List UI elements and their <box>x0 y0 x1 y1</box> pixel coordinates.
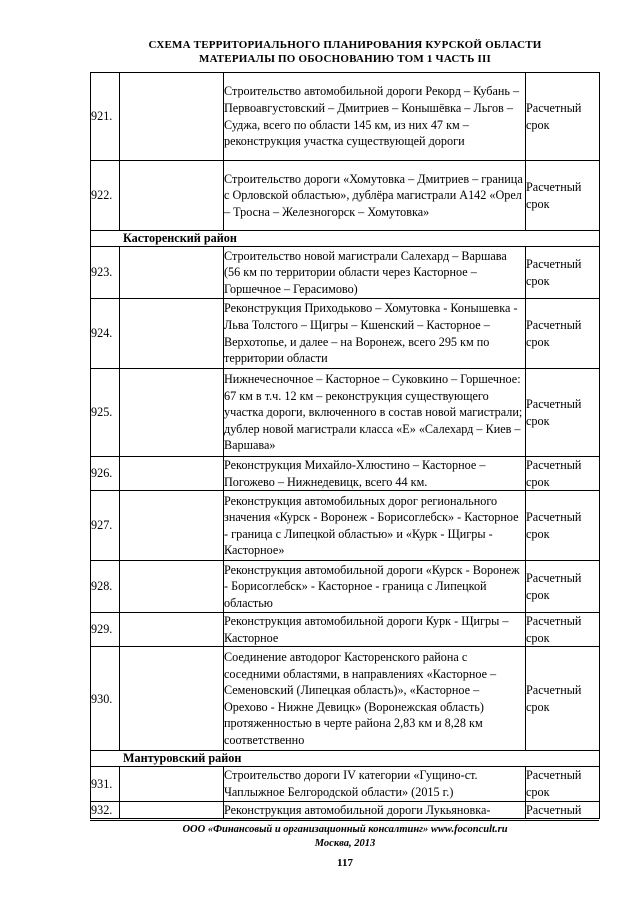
row-number: 926. <box>91 457 120 491</box>
page-number: 117 <box>337 857 353 869</box>
row-number: 929. <box>91 613 120 647</box>
row-term: Расчетный срок <box>526 767 600 801</box>
row-number: 931. <box>91 767 120 801</box>
row-number: 927. <box>91 491 120 561</box>
row-description: Реконструкция автомобильной дороги Курк - Щигры – Касторное <box>224 613 526 647</box>
row-description: Строительство дороги «Хомутовка – Дмитриев – граница с Орловской областью», дублёра магистрали А142 «Орел – Тросна – Железногорск – Хомутовка» <box>224 161 526 231</box>
footer-city: Москва, 2013 <box>314 838 376 849</box>
section-title: Касторенский район <box>91 231 600 247</box>
row-term: Расчетный срок <box>526 647 600 751</box>
table-row <box>91 457 600 491</box>
row-description: Строительство новой магистрали Салехард – Варшава (56 км по территории области через Касторное – Горшечное – Герасимово) <box>224 247 526 299</box>
row-number: 928. <box>91 561 120 613</box>
row-term: Расчетный срок <box>526 561 600 613</box>
row-number: 930. <box>91 647 120 751</box>
row-term: Расчетный <box>526 801 600 819</box>
page-header <box>80 38 610 66</box>
row-number: 924. <box>91 299 120 369</box>
footer-divider <box>90 820 599 821</box>
row-term: Расчетный срок <box>526 491 600 561</box>
header-subtitle: МАТЕРИАЛЫ ПО ОБОСНОВАНИЮ ТОМ 1 ЧАСТЬ III <box>199 53 491 65</box>
row-description: Реконструкция автомобильных дорог регионального значения «Курск - Воронеж - Борисоглебск» - Касторное - граница с Липецкой областью» и «Курк - Щигры - Касторное» <box>224 491 526 561</box>
row-term: Расчетный срок <box>526 613 600 647</box>
row-term: Расчетный срок <box>526 247 600 299</box>
row-number: 921. <box>91 73 120 161</box>
section-row <box>91 231 600 247</box>
row-number: 922. <box>91 161 120 231</box>
table-row <box>91 491 600 561</box>
table-row <box>91 299 600 369</box>
row-number: 932. <box>91 801 120 819</box>
row-term: Расчетный срок <box>526 457 600 491</box>
row-description: Соединение автодорог Касторенского района с соседними областями, в направлениях «Касторное – Семеновский (Липецкая область)», «Касторное – Орехово - Нижне Девицк» (Воронежская область) протяженностью в черте района 2,83 км и 8,28 км соответственно <box>224 647 526 751</box>
roads-table <box>90 72 600 819</box>
row-number: 925. <box>91 369 120 457</box>
table-row <box>91 561 600 613</box>
table-row <box>91 613 600 647</box>
row-term: Расчетный срок <box>526 161 600 231</box>
table-row <box>91 801 600 819</box>
row-description: Реконструкция автомобильной дороги Лукьяновка- <box>224 801 526 819</box>
row-description: Реконструкция Приходьково – Хомутовка - Конышевка - Льва Толстого – Щигры – Кшенский – Касторное – Верхотопье, и далее – на Воронеж, всего 295 км по территории области <box>224 299 526 369</box>
row-term: Расчетный срок <box>526 369 600 457</box>
row-description: Реконструкция Михайло-Хлюстино – Касторное – Погожево – Нижнедевицк, всего 44 км. <box>224 457 526 491</box>
row-description: Строительство автомобильной дороги Рекорд – Кубань – Первоавгустовский – Дмитриев – Конышёвка – Льгов – Суджа, всего по области 145 км, из них 47 км – реконструкция участка существующей дороги <box>224 73 526 161</box>
row-term: Расчетный срок <box>526 73 600 161</box>
row-description: Строительство дороги IV категории «Гущино-ст. Чаплыжное Белгородской области» (2015 г.) <box>224 767 526 801</box>
row-description: Нижнечесночное – Касторное – Суковкино – Горшечное: 67 км в т.ч. 12 км – реконструкция существующего участка дороги, включенного в состав новой магистрали; дублер новой магистрали класса «Е» «Салехард – Киев – Варшава» <box>224 369 526 457</box>
table-row <box>91 73 600 161</box>
section-title: Мантуровский район <box>91 751 600 767</box>
header-title: СХЕМА ТЕРРИТОРИАЛЬНОГО ПЛАНИРОВАНИЯ КУРСКОЙ ОБЛАСТИ <box>148 39 542 51</box>
table-row <box>91 767 600 801</box>
row-term: Расчетный срок <box>526 299 600 369</box>
table-row <box>91 369 600 457</box>
footer-company: ООО «Финансовый и организационный консалтинг» www.foconcult.ru <box>182 824 508 835</box>
table-row <box>91 647 600 751</box>
row-number: 923. <box>91 247 120 299</box>
table-row <box>91 161 600 231</box>
table-row <box>91 247 600 299</box>
row-description: Реконструкция автомобильной дороги «Курск - Воронеж - Борисоглебск» - Касторное - граница с Липецкой областью <box>224 561 526 613</box>
section-row <box>91 751 600 767</box>
